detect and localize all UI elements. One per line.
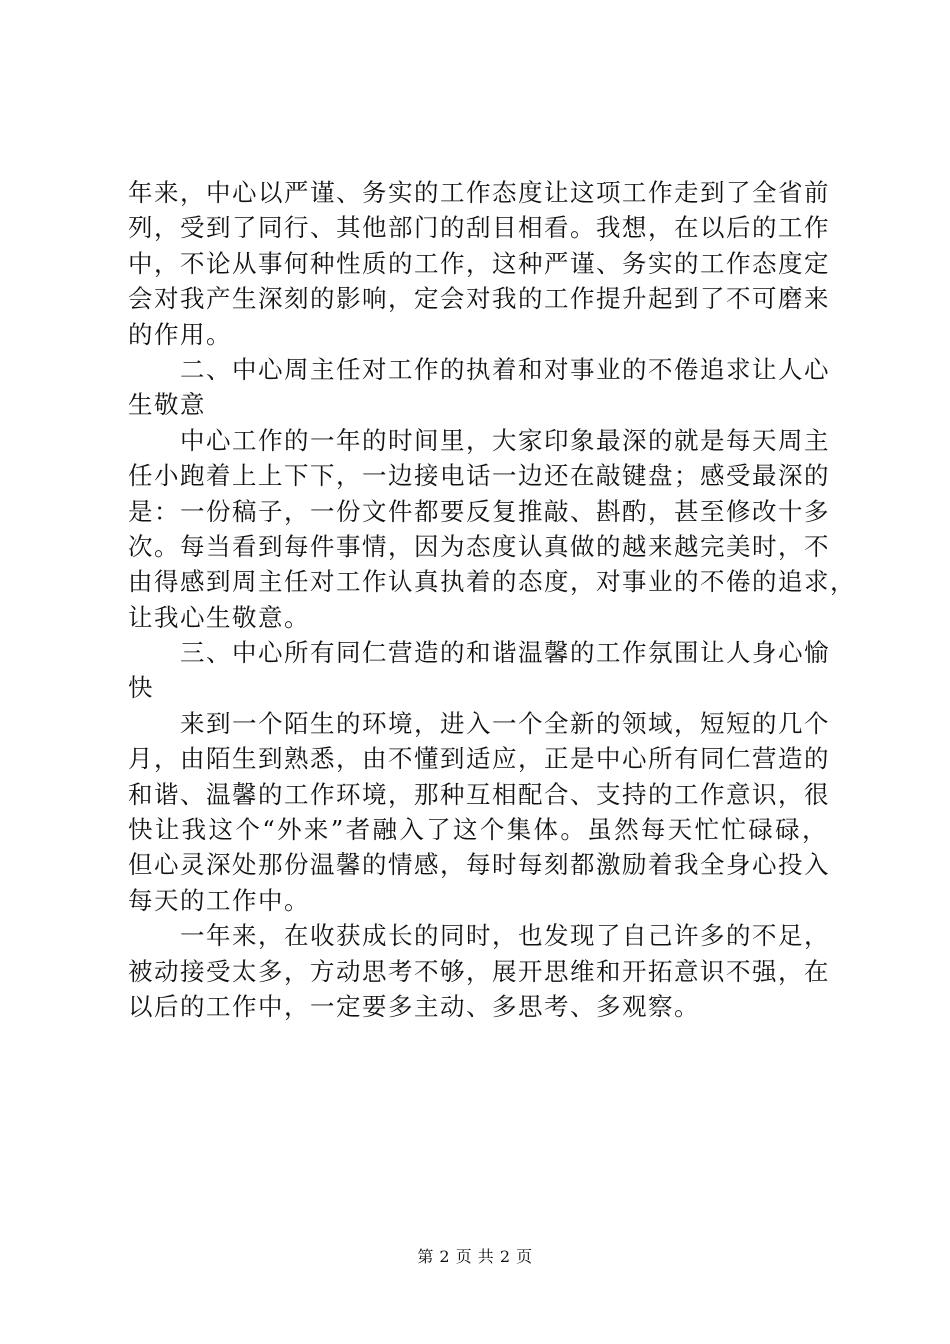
text-line: 月，由陌生到熟悉，由不懂到适应，正是中心所有同仁营造的: [128, 744, 830, 774]
document-body: [128, 175, 856, 1024]
text-line: 中，不论从事何种性质的工作，这种严谨、务实的工作态度定: [128, 248, 830, 278]
text-line: 让我心生敬意。: [128, 602, 310, 632]
text-line: 的作用。: [128, 319, 232, 349]
text-line: 是：一份稿子，一份文件都要反复推敲、斟酌，甚至修改十多: [128, 496, 830, 526]
text-line: 任小跑着上上下下，一边接电话一边还在敲键盘；感受最深的: [128, 461, 830, 491]
text-line: 中心工作的一年的时间里，大家印象最深的就是每天周主: [180, 425, 830, 455]
text-line: 一年来，在收获成长的同时，也发现了自己许多的不足，: [180, 921, 830, 951]
text-line: 次。每当看到每件事情，因为态度认真做的越来越完美时，不: [128, 531, 830, 561]
text-line: 由得感到周主任对工作认真执着的态度，对事业的不倦的追求，: [128, 567, 856, 597]
page-footer: 第 2 页 共 2 页: [417, 1247, 533, 1266]
text-line: 快让我这个“外来”者融入了这个集体。虽然每天忙忙碌碌，: [128, 815, 828, 845]
text-line: 来到一个陌生的环境，进入一个全新的领域，短短的几个: [180, 708, 830, 738]
text-line: 年来，中心以严谨、务实的工作态度让这项工作走到了全省前: [128, 178, 830, 207]
text-line: 会对我产生深刻的影响，定会对我的工作提升起到了不可磨来: [128, 284, 830, 314]
text-line: 快: [128, 673, 154, 703]
text-line: 以后的工作中，一定要多主动、多思考、多观察。: [128, 991, 700, 1021]
text-line: 被动接受太多，方动思考不够，展开思维和开拓意识不强，在: [128, 956, 830, 986]
text-line: 但心灵深处那份温馨的情感，每时每刻都激励着我全身心投入: [128, 850, 830, 880]
text-line: 和谐、温馨的工作环境，那种互相配合、支持的工作意识，很: [128, 779, 830, 809]
text-line: 列，受到了同行、其他部门的刮目相看。我想，在以后的工作: [128, 213, 830, 243]
text-line: 生敬意: [128, 390, 206, 420]
text-line: 每天的工作中。: [128, 885, 310, 915]
text-line: 三、中心所有同仁营造的和谐温馨的工作氛围让人身心愉: [180, 638, 830, 668]
text-line: 二、中心周主任对工作的执着和对事业的不倦追求让人心: [180, 354, 830, 384]
